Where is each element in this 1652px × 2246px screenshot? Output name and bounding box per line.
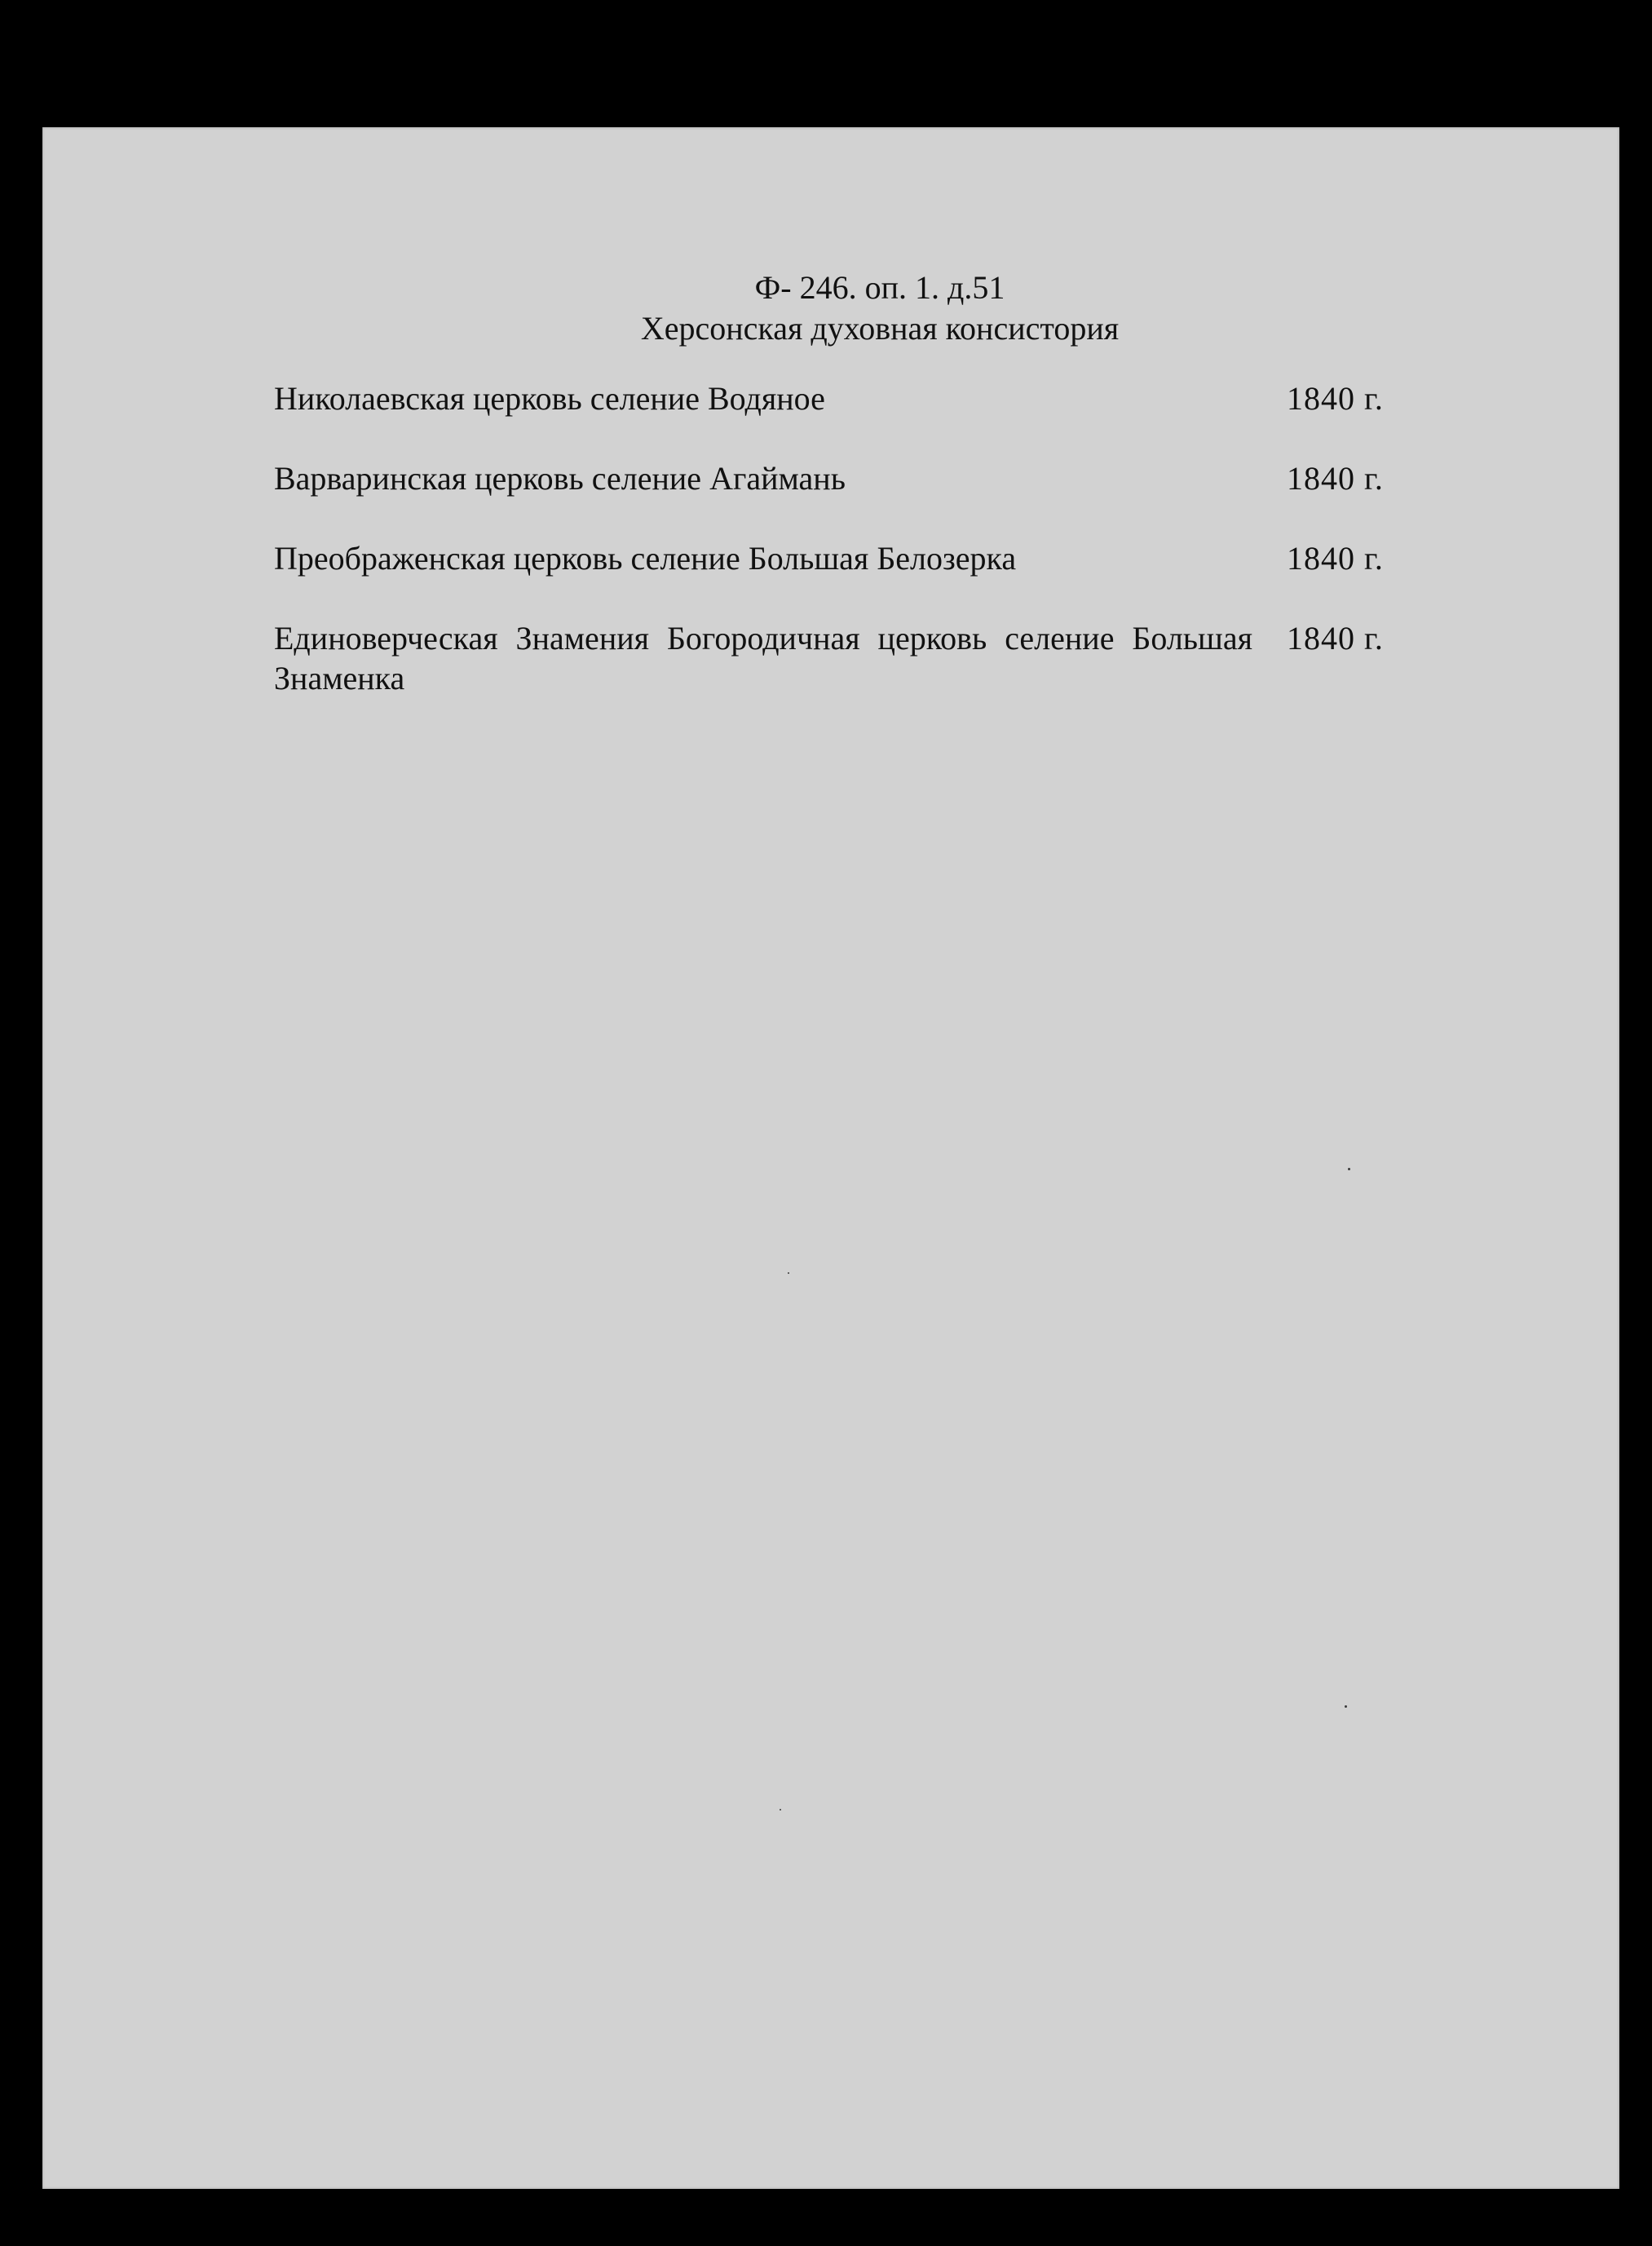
church-name: Николаевская церковь селение Водяное: [274, 380, 825, 417]
institution-title: Херсонская духовная консистория: [640, 310, 1120, 347]
paper-speck: [780, 1809, 781, 1811]
document-header: [42, 267, 1619, 349]
archive-reference: Ф- 246. оп. 1. д.51: [754, 269, 1005, 306]
church-name: Преображенская церковь селение Большая Белозерка: [274, 540, 1017, 577]
list-item: [274, 378, 1432, 418]
church-year: 1840 г.: [1287, 620, 1384, 657]
list-item: [274, 458, 1432, 498]
church-year: 1840 г.: [1287, 460, 1384, 497]
church-year: 1840 г.: [1287, 540, 1384, 577]
church-name: Варваринская церковь селение Агаймань: [274, 460, 846, 497]
paper-speck: [788, 1272, 789, 1274]
church-year: 1840 г.: [1287, 380, 1384, 417]
document-page: [42, 127, 1619, 2189]
list-item: [274, 618, 1432, 698]
church-name: Единоверческая Знамения Богородичная церковь селение Большая Знаменка: [274, 620, 1252, 696]
list-item: [274, 538, 1432, 578]
church-list: [274, 378, 1432, 738]
paper-speck: [1348, 1168, 1350, 1170]
paper-speck: [1345, 1705, 1347, 1708]
